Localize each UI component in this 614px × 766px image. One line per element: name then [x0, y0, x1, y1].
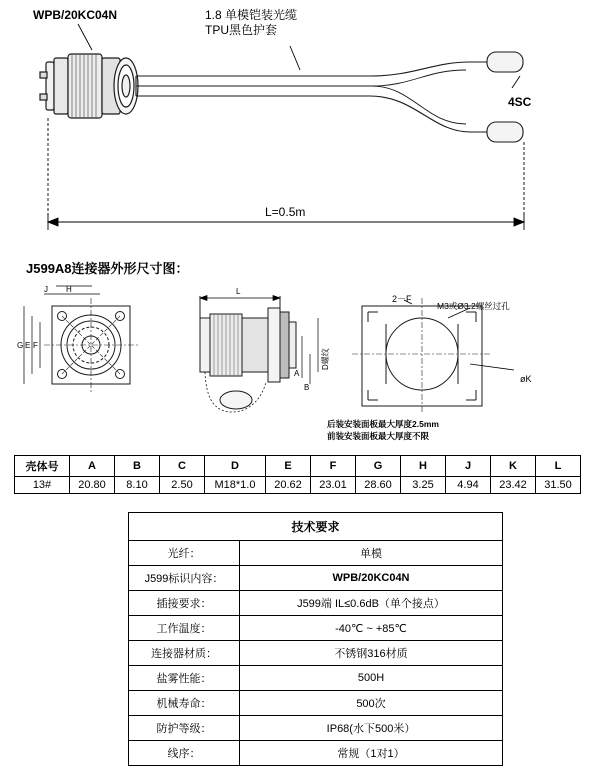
- svg-text:B: B: [304, 383, 310, 392]
- cable-spec-line-2: TPU黑色护套: [205, 23, 278, 37]
- svg-text:G: G: [17, 341, 24, 350]
- spec-key: 机械寿命：: [129, 691, 240, 716]
- dim-header-cell: K: [491, 456, 536, 477]
- end-connector-label: 4SC: [508, 95, 532, 109]
- dim-cell: 20.62: [266, 477, 311, 494]
- note-panel-thickness-line-1: 后装安装面板最大厚度2.5mm: [327, 419, 439, 429]
- svg-text:F: F: [33, 341, 38, 350]
- dim-header-cell: D: [205, 456, 266, 477]
- dim-cell: 28.60: [356, 477, 401, 494]
- svg-text:D螺纹: D螺纹: [321, 348, 330, 370]
- spec-title: 技术要求: [129, 513, 503, 541]
- spec-value: J599端 IL≤0.6dB（单个接点）: [240, 591, 503, 616]
- spec-table: [128, 512, 503, 766]
- spec-key: J599标识内容：: [129, 566, 240, 591]
- overall-length-label: L=0.5m: [265, 205, 306, 219]
- spec-row: [129, 666, 503, 691]
- spec-row: [129, 616, 503, 641]
- cable-spec-line-1: 1.8 单模铠装光缆: [205, 8, 298, 22]
- spec-row: [129, 691, 503, 716]
- dim-header-cell: E: [266, 456, 311, 477]
- dim-cell: 23.01: [311, 477, 356, 494]
- spec-row: [129, 716, 503, 741]
- dim-header-cell: L: [536, 456, 581, 477]
- note-panel-thickness: [327, 418, 439, 442]
- spec-value: 常规（1对1）: [240, 741, 503, 766]
- section-title: J599A8连接器外形尺寸图：: [26, 261, 189, 276]
- table-header-row: [15, 456, 581, 477]
- dim-header-cell: 壳体号: [15, 456, 70, 477]
- dim-header-cell: A: [70, 456, 115, 477]
- note-two-f: 2－F: [392, 294, 412, 304]
- dim-header-cell: G: [356, 456, 401, 477]
- spec-key: 防护等级：: [129, 716, 240, 741]
- spec-value: IP68(水下500米）: [240, 716, 503, 741]
- dim-header-cell: J: [446, 456, 491, 477]
- dim-header-cell: H: [401, 456, 446, 477]
- spec-key: 线序：: [129, 741, 240, 766]
- svg-text:H: H: [66, 285, 72, 294]
- dim-cell: 31.50: [536, 477, 581, 494]
- dim-header-cell: B: [115, 456, 160, 477]
- svg-text:A: A: [294, 369, 300, 378]
- assembly-drawing: [0, 0, 614, 240]
- dim-header-cell: F: [311, 456, 356, 477]
- spec-value: 不锈钢316材质: [240, 641, 503, 666]
- spec-value: 500次: [240, 691, 503, 716]
- dim-header-cell: C: [160, 456, 205, 477]
- spec-key: 盐雾性能：: [129, 666, 240, 691]
- dim-cell: 4.94: [446, 477, 491, 494]
- dimension-drawings: [0, 278, 614, 453]
- spec-key: 插接要求：: [129, 591, 240, 616]
- spec-row: [129, 741, 503, 766]
- dimension-table: [14, 455, 581, 494]
- dim-cell: 2.50: [160, 477, 205, 494]
- table-row: [15, 477, 581, 494]
- spec-row: [129, 541, 503, 566]
- spec-value: -40℃ ~ +85℃: [240, 616, 503, 641]
- spec-key: 光纤：: [129, 541, 240, 566]
- spec-value: WPB/20KC04N: [240, 566, 503, 591]
- spec-row: [129, 641, 503, 666]
- spec-row: [129, 591, 503, 616]
- note-panel-thickness-line-2: 前装安装面板最大厚度不限: [327, 431, 430, 441]
- dim-cell: 13#: [15, 477, 70, 494]
- svg-text:L: L: [236, 287, 241, 296]
- spec-title-row: [129, 513, 503, 541]
- dim-cell: 23.42: [491, 477, 536, 494]
- dim-cell: M18*1.0: [205, 477, 266, 494]
- svg-text:E: E: [25, 341, 31, 350]
- dim-cell: 8.10: [115, 477, 160, 494]
- spec-value: 500H: [240, 666, 503, 691]
- spec-value: 单模: [240, 541, 503, 566]
- cable-spec-label: [205, 8, 297, 38]
- spec-key: 连接器材质：: [129, 641, 240, 666]
- spec-key: 工作温度：: [129, 616, 240, 641]
- connector-part-label: WPB/20KC04N: [33, 8, 118, 22]
- dim-cell: 20.80: [70, 477, 115, 494]
- note-diameter-k: øK: [520, 374, 532, 384]
- dim-cell: 3.25: [401, 477, 446, 494]
- spec-row: [129, 566, 503, 591]
- note-m3-screw-hole: M3或Ø3.2螺丝过孔: [437, 301, 510, 311]
- svg-text:J: J: [44, 285, 48, 294]
